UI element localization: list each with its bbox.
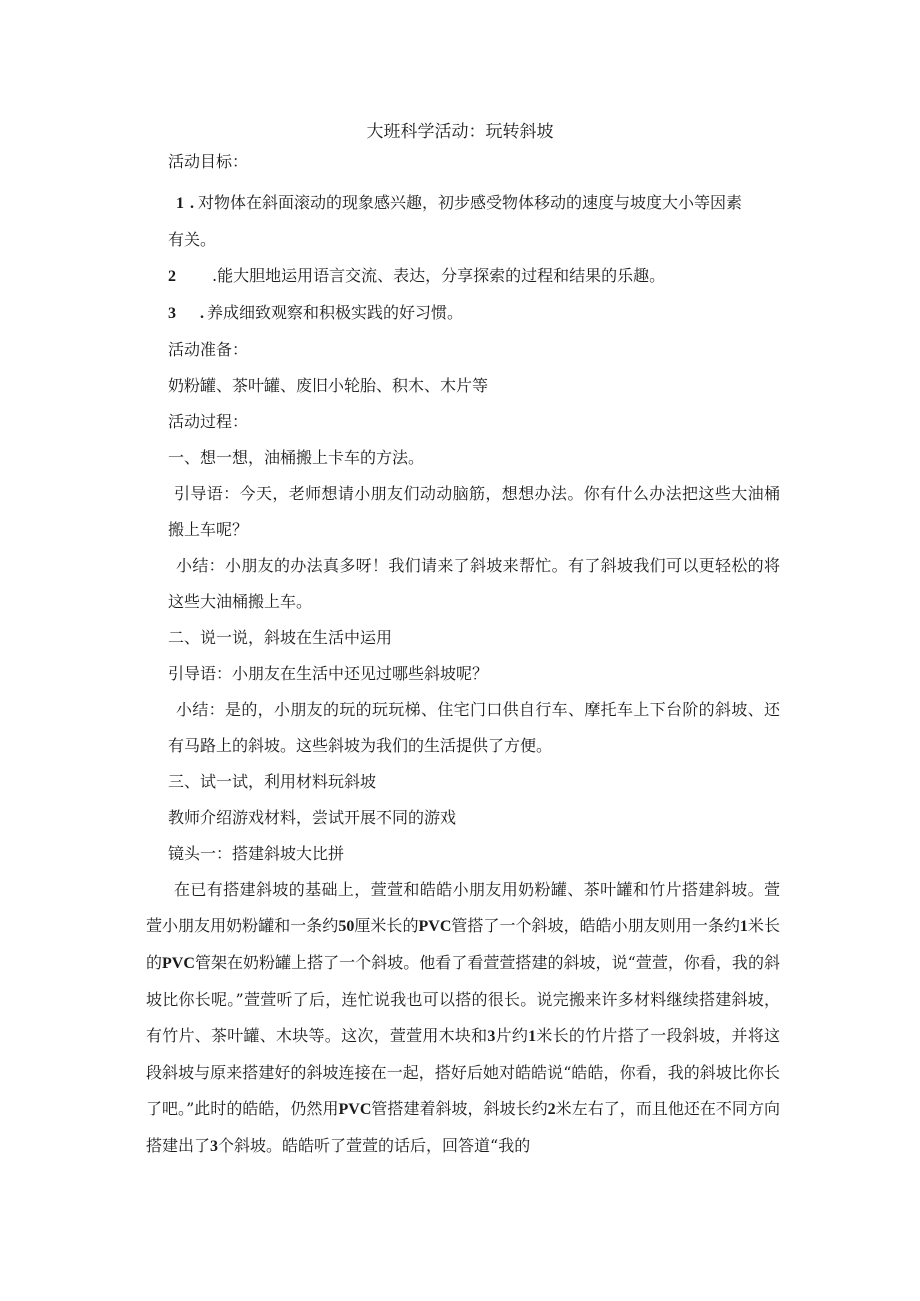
scene1-number: 2	[547, 1101, 556, 1118]
scene1-pvc: PVC	[418, 918, 452, 935]
goal-item-3	[168, 295, 780, 332]
scene1-text: 萱萱小朋友用奶粉罐和一条约	[146, 880, 780, 935]
goal-dot: .	[190, 195, 194, 212]
scene1-number: 1	[739, 918, 748, 935]
scene1-text: 厘米长的	[354, 916, 419, 935]
scene1-number: 3	[210, 1138, 219, 1155]
scene1-text: 米左右了，而且他还在不同方向搭建出了	[146, 1099, 780, 1155]
goal-number: 1	[176, 195, 184, 212]
step2-guide: 引导语：小朋友在生活中还见过哪些斜坡呢？	[168, 664, 489, 683]
scene1-text: 管搭建着斜坡，斜坡长约	[371, 1099, 548, 1118]
scene1-text: 管架在奶粉罐上搭了一个斜坡。他看了看萱萱搭建的斜坡，说“萱萱，你看，我的斜坡比你长呢。”萱萱听了后，连忙说我也可以搭的很长。说完搬来许多材料继续搭建斜坡，有竹片、茶叶罐、木块等。这次，萱萱用木块和	[146, 953, 780, 1045]
scene1-number: 3	[487, 1028, 496, 1045]
step1-heading: 一、想一想，油桶搬上卡车的方法。	[168, 448, 425, 467]
step3-heading: 三、试一试，利用材料玩斜坡	[168, 772, 377, 791]
goal-number: 2	[168, 268, 176, 285]
scene1-number: 50	[338, 918, 355, 935]
scene1-number: 1	[528, 1028, 537, 1045]
step2-heading: 二、说一说，斜坡在生活中运用	[168, 628, 393, 647]
prep-heading: 活动准备：	[168, 340, 249, 359]
scene1-text: 米长的	[146, 916, 780, 972]
scene1-text: 米长的竹片搭了一段斜坡，并将这段斜坡与原来搭建好的斜坡连接在一起，搭好后她对皓皓说“皓皓，你看，我的斜坡比你长了吧。”此时的皓皓，仍然用	[146, 1026, 780, 1118]
scene1-text: 管搭了一个斜坡，皓皓小朋友则用一条约	[451, 916, 740, 935]
step2-summary: 小结：是的，小朋友的玩的玩玩梯、住宅门口供自行车、摩托车上下台阶的斜坡、还有马路上的斜坡。这些斜坡为我们的生活提供了方便。	[168, 700, 780, 755]
goal-item-2	[168, 258, 780, 295]
goal-dot: .	[212, 266, 218, 285]
prep-text: 奶粉罐、茶叶罐、废旧小轮胎、积木、木片等	[168, 376, 489, 395]
scene1-pvc: PVC	[338, 1101, 372, 1118]
document-title: 大班科学活动：玩转斜坡	[366, 122, 554, 142]
step1-summary: 小结：小朋友的办法真多呀！我们请来了斜坡来帮忙。有了斜坡我们可以更轻松的将这些大油桶搬上车。	[168, 556, 780, 611]
goal-text: 对物体在斜面滚动的现象感兴趣，初步感受物体移动的速度与坡度大小等因素	[198, 193, 743, 212]
goal-item-1	[168, 185, 780, 222]
scene1-text: 片约	[495, 1026, 529, 1045]
scene1-heading: 镜头一：搭建斜坡大比拼	[168, 844, 345, 863]
scene1-text: 个斜坡。皓皓听了萱萱的话后，回答道“我的	[218, 1136, 531, 1155]
document-body	[146, 150, 780, 1165]
goal-dot: .	[200, 305, 204, 322]
scene1-pvc: PVC	[162, 955, 195, 972]
process-heading: 活动过程：	[168, 412, 249, 431]
goal-text: 能大胆地运用语言交流、表达，分享探索的过程和结果的乐趣。	[217, 266, 666, 285]
goals-heading: 活动目标：	[168, 152, 249, 171]
goal-item-1-cont: 有关。	[168, 230, 217, 249]
goal-number: 3	[168, 305, 176, 322]
step3-intro: 教师介绍游戏材料，尝试开展不同的游戏	[168, 808, 457, 827]
scene1-paragraph	[146, 872, 780, 1165]
step1-guide: 引导语：今天，老师想请小朋友们动动脑筋，想想办法。你有什么办法把这些大油桶搬上车呢？	[168, 484, 780, 539]
goal-text: 养成细致观察和积极实践的好习惯。	[207, 303, 464, 322]
scene1-text: 在已有搭建斜坡的基础上，萱萱和皓皓小朋友用奶粉罐、茶叶罐和竹片搭建斜坡。	[174, 880, 764, 899]
